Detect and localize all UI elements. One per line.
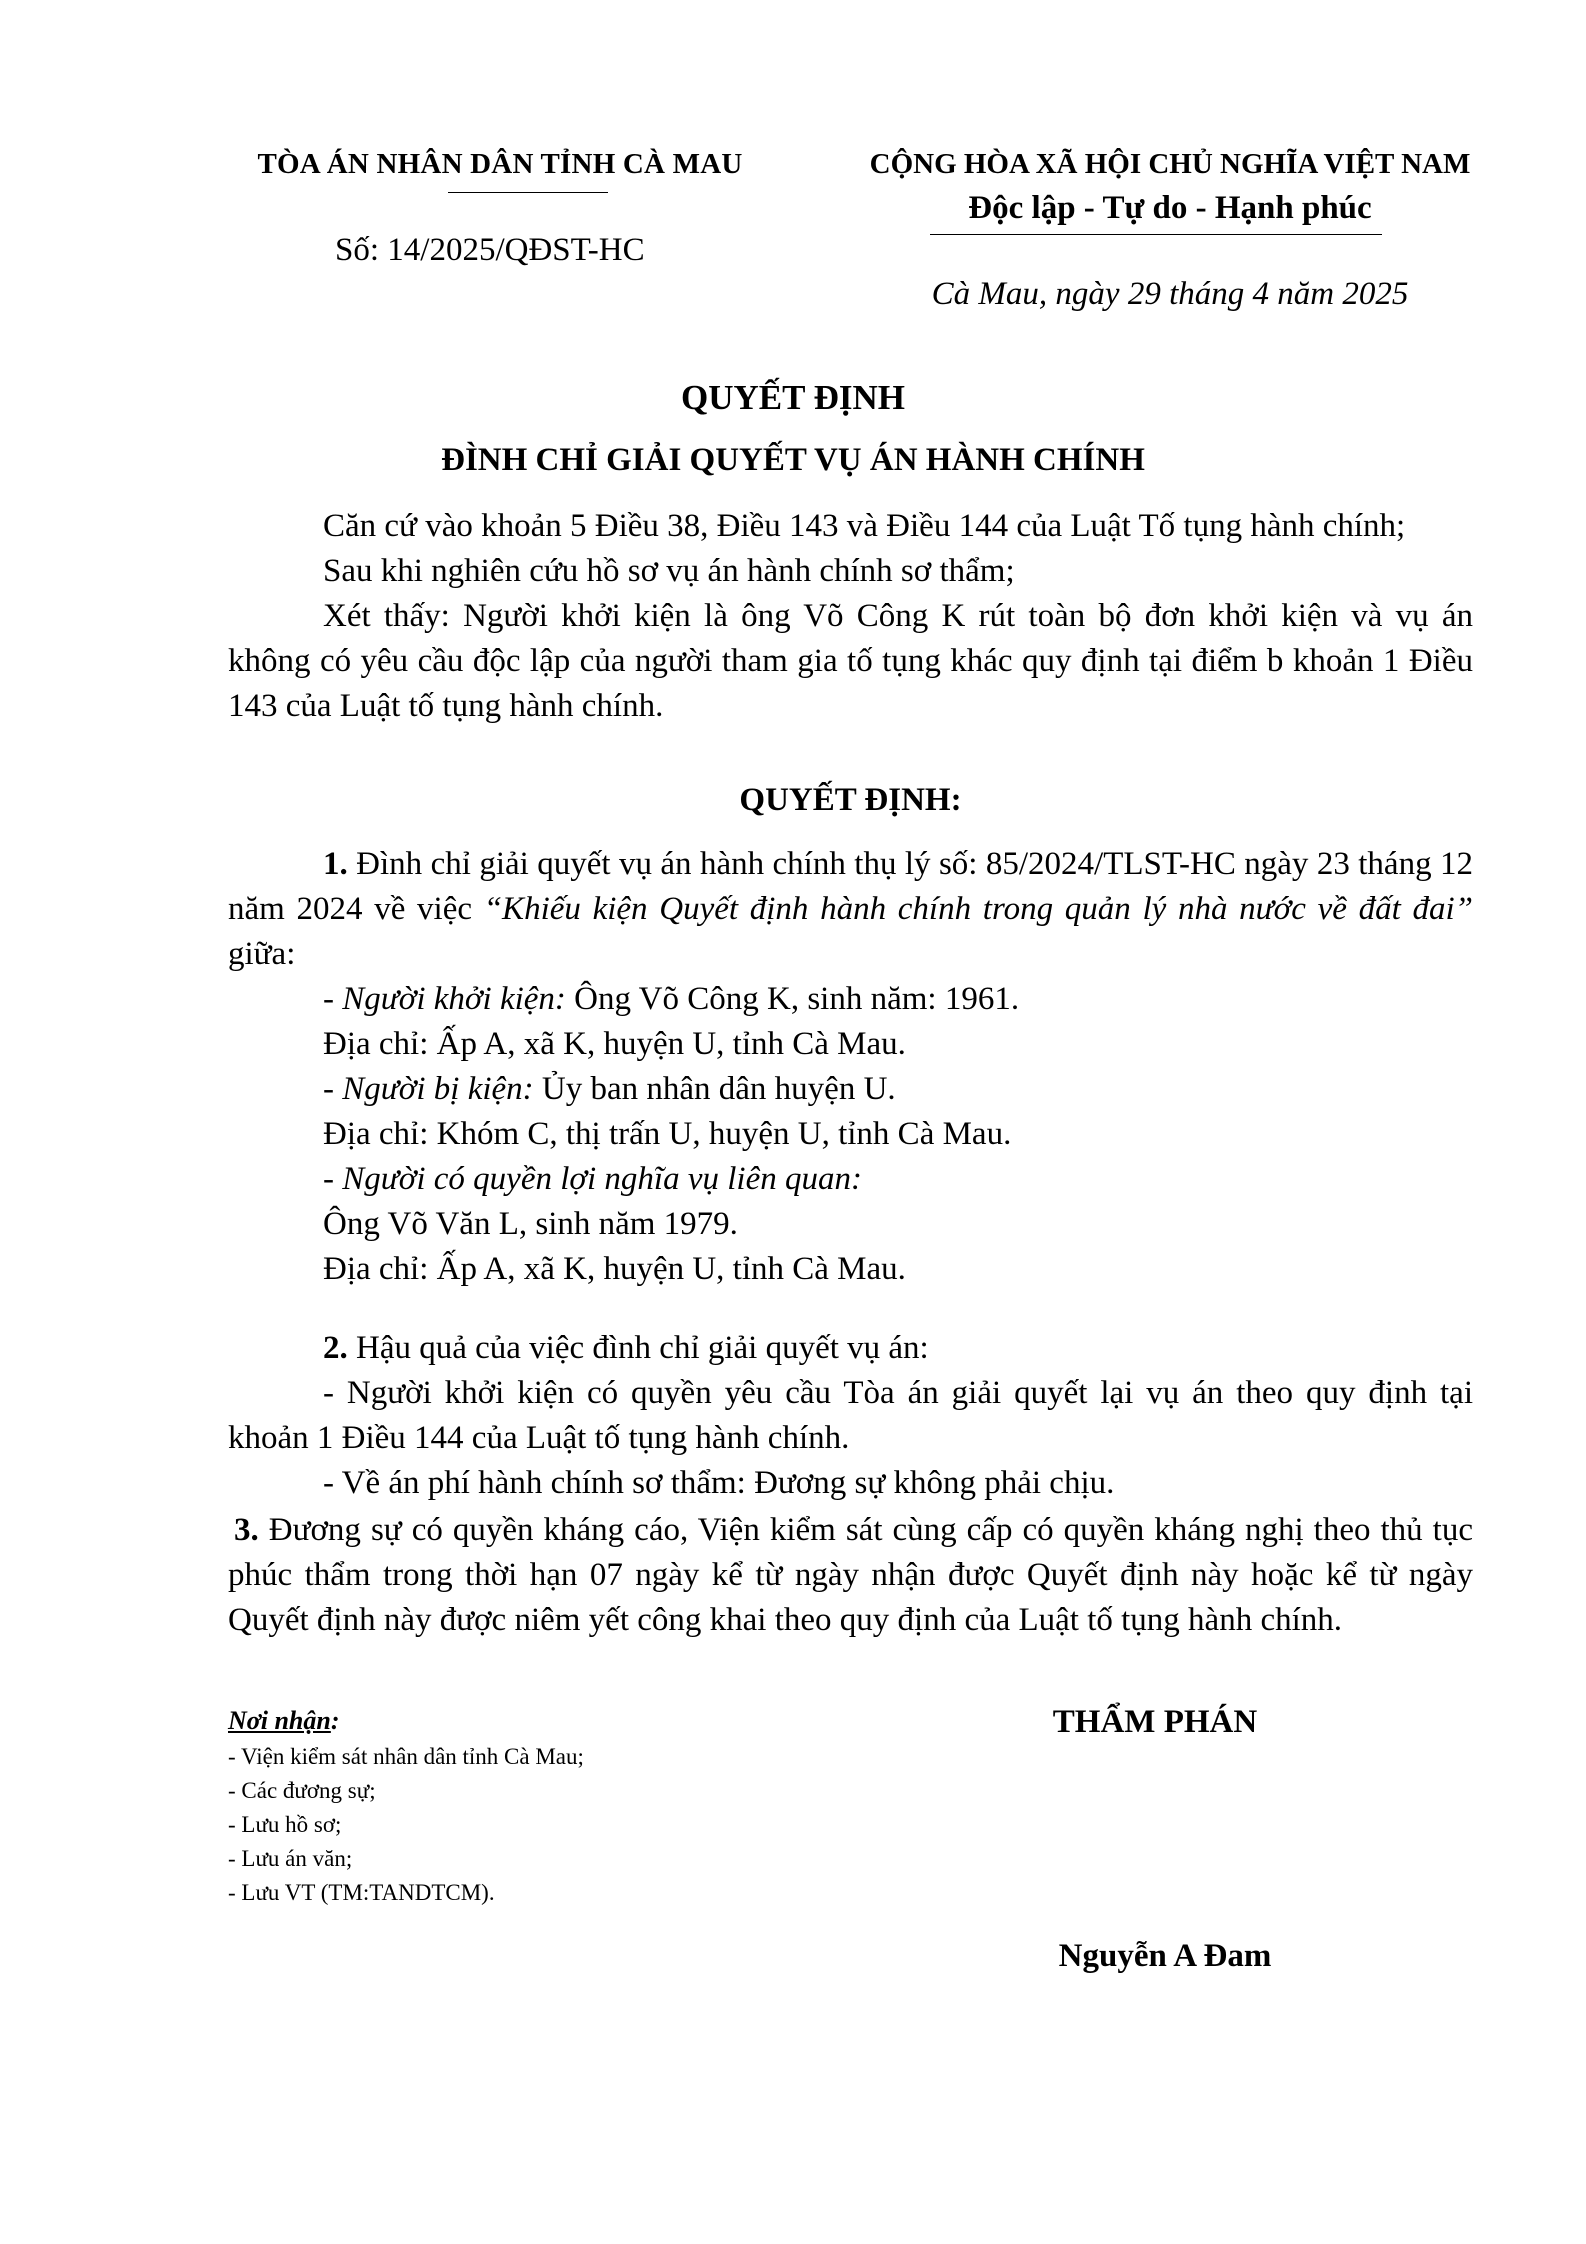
item-1 (228, 842, 1473, 1292)
motto-underline (930, 234, 1382, 235)
recipients-list (228, 1740, 584, 1910)
related-address: Địa chỉ: Ấp A, xã K, huyện U, tỉnh Cà Mau. (323, 1251, 906, 1287)
item-2-number: 2. (323, 1330, 348, 1366)
plaintiff-address: Địa chỉ: Ấp A, xã K, huyện U, tỉnh Cà Mau. (323, 1026, 906, 1062)
item-1-text-b: giữa: (228, 936, 296, 972)
preamble-basis: Căn cứ vào khoản 5 Điều 38, Điều 143 và Điều 144 của Luật Tố tụng hành chính; (323, 508, 1406, 544)
item-3 (228, 1508, 1473, 1643)
defendant-label: - Người bị kiện: (323, 1071, 534, 1107)
item-3-text: Đương sự có quyền kháng cáo, Viện kiểm sát cùng cấp có quyền kháng nghị theo thủ tục phúc thẩm trong thời hạn 07 ngày kể từ ngày nhận được Quyết định này hoặc kể từ ngày Quyết định này được niêm yết công khai theo quy định của Luật tố tụng hành chính. (228, 1512, 1473, 1638)
defendant-value: Ủy ban nhân dân huyện U. (533, 1071, 896, 1107)
plaintiff-label: - Người khởi kiện: (323, 981, 566, 1017)
related-label: - Người có quyền lợi nghĩa vụ liên quan: (323, 1161, 862, 1197)
decision-heading: QUYẾT ĐỊNH: (739, 782, 962, 818)
preamble (228, 504, 1473, 729)
recipient-item: - Các đương sự; (228, 1778, 376, 1803)
preamble-consider: Xét thấy: Người khởi kiện là ông Võ Công K rút toàn bộ đơn khởi kiện và vụ án không có yêu cầu độc lập của người tham gia tố tụng khác quy định tại điểm b khoản 1 Điều 143 của Luật tố tụng hành chính. (228, 598, 1473, 724)
recipients-title: Nơi nhận: (228, 1706, 340, 1735)
recipient-item: - Lưu VT (TM:TANDTCM). (228, 1880, 495, 1905)
national-motto: Độc lập - Tự do - Hạnh phúc (968, 190, 1372, 226)
recipient-item: - Viện kiểm sát nhân dân tỉnh Cà Mau; (228, 1744, 584, 1769)
preamble-study: Sau khi nghiên cứu hồ sơ vụ án hành chính sơ thẩm; (323, 553, 1015, 589)
document-title: QUYẾT ĐỊNH (681, 378, 905, 417)
court-underline (448, 192, 608, 193)
document-subtitle: ĐÌNH CHỈ GIẢI QUYẾT VỤ ÁN HÀNH CHÍNH (441, 442, 1145, 478)
court-name: TÒA ÁN NHÂN DÂN TỈNH CÀ MAU (257, 148, 743, 180)
document-number: Số: 14/2025/QĐST-HC (335, 232, 645, 268)
item-1-quote: “Khiếu kiện Quyết định hành chính trong quản lý nhà nước về đất đai” (483, 891, 1473, 927)
related-person: Ông Võ Văn L, sinh năm 1979. (323, 1206, 738, 1242)
plaintiff-value: Ông Võ Công K, sinh năm: 1961. (565, 981, 1020, 1017)
nation-name: CỘNG HÒA XÃ HỘI CHỦ NGHĨA VIỆT NAM (869, 148, 1471, 180)
recipient-item: - Lưu án văn; (228, 1846, 353, 1871)
item-2-consequence: - Người khởi kiện có quyền yêu cầu Tòa án giải quyết lại vụ án theo quy định tại khoản 1 Điều 144 của Luật tố tụng hành chính. (228, 1375, 1473, 1456)
place-date: Cà Mau, ngày 29 tháng 4 năm 2025 (931, 276, 1409, 312)
item-2-fee: - Về án phí hành chính sơ thẩm: Đương sự không phải chịu. (323, 1465, 1115, 1501)
item-2 (228, 1326, 1473, 1506)
item-3-number: 3. (234, 1512, 259, 1548)
item-2-text: Hậu quả của việc đình chỉ giải quyết vụ án: (347, 1330, 929, 1366)
defendant-address: Địa chỉ: Khóm C, thị trấn U, huyện U, tỉnh Cà Mau. (323, 1116, 1012, 1152)
item-1-number: 1. (323, 846, 348, 882)
signer-title: THẨM PHÁN (1052, 1704, 1258, 1740)
item-1-text-a: Đình chỉ giải quyết vụ án hành chính thụ lý số: 85/2024/TLST-HC ngày 23 tháng 12 năm 2024 về việc (228, 846, 1473, 927)
recipient-item: - Lưu hồ sơ; (228, 1812, 342, 1837)
signer-name: Nguyễn A Đam (1058, 1938, 1272, 1974)
